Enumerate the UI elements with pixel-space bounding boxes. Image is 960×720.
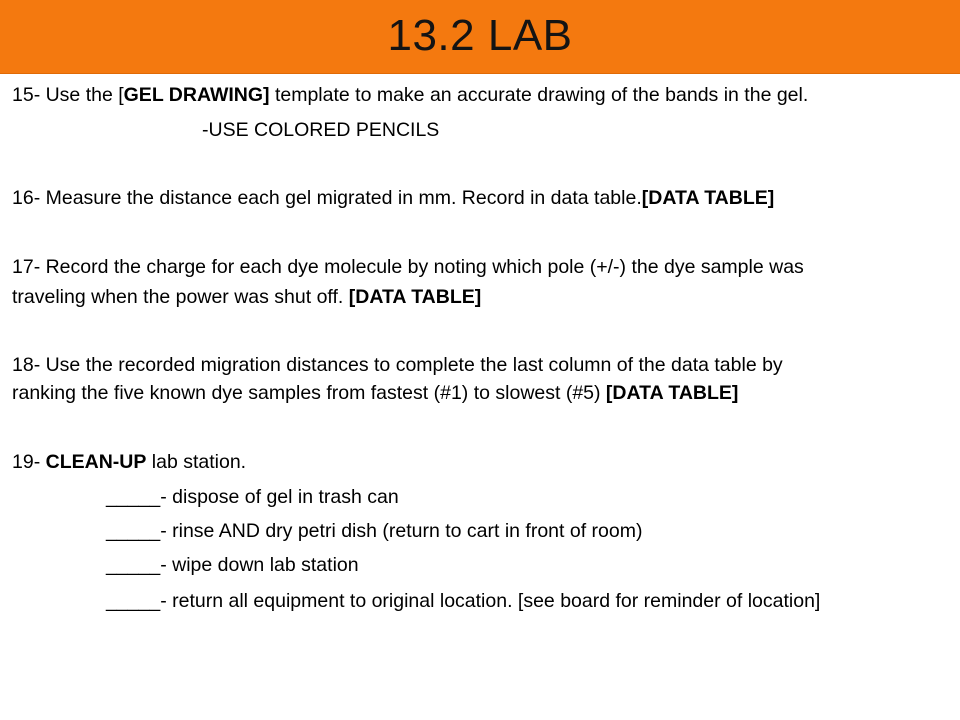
step-18-text-bold: [DATA TABLE] bbox=[605, 382, 739, 404]
step-19-line bbox=[12, 449, 246, 475]
step-19-text-pre: 19- bbox=[12, 451, 46, 473]
step-15-subnote: -USE COLORED PENCILS bbox=[202, 119, 440, 141]
step-15-text-pre: 15- Use the [ bbox=[12, 84, 124, 106]
page-title: 13.2 LAB bbox=[387, 11, 573, 60]
cleanup-item: _____- wipe down lab station bbox=[106, 554, 359, 576]
step-15-text-bold: GEL DRAWING] bbox=[123, 84, 270, 106]
step-15-text-post: template to make an accurate drawing of the bands in the gel. bbox=[269, 84, 809, 106]
step-17-text-pre: traveling when the power was shut off. bbox=[12, 286, 349, 308]
cleanup-item: _____- dispose of gel in trash can bbox=[106, 486, 399, 508]
step-17-line-2 bbox=[12, 284, 481, 310]
step-18-text-pre: ranking the five known dye samples from fastest (#1) to slowest (#5) bbox=[12, 382, 606, 404]
step-17-text-bold: [DATA TABLE] bbox=[348, 286, 482, 308]
step-19-text-bold: CLEAN-UP bbox=[45, 451, 147, 473]
title-bar bbox=[0, 0, 960, 74]
step-18-line-1: 18- Use the recorded migration distances to complete the last column of the data table by bbox=[12, 354, 783, 376]
cleanup-item: _____- return all equipment to original location. [see board for reminder of location] bbox=[106, 590, 821, 612]
step-16-line bbox=[12, 185, 774, 211]
step-15-line bbox=[12, 82, 808, 108]
step-17-line-1: 17- Record the charge for each dye molecule by noting which pole (+/-) the dye sample was bbox=[12, 256, 804, 278]
step-16-text-bold: [DATA TABLE] bbox=[641, 187, 775, 209]
step-18-line-2 bbox=[12, 380, 738, 406]
step-19-text-post: lab station. bbox=[146, 451, 247, 473]
cleanup-item: _____- rinse AND dry petri dish (return to cart in front of room) bbox=[106, 520, 643, 542]
step-16-text-pre: 16- Measure the distance each gel migrated in mm. Record in data table. bbox=[12, 187, 642, 209]
